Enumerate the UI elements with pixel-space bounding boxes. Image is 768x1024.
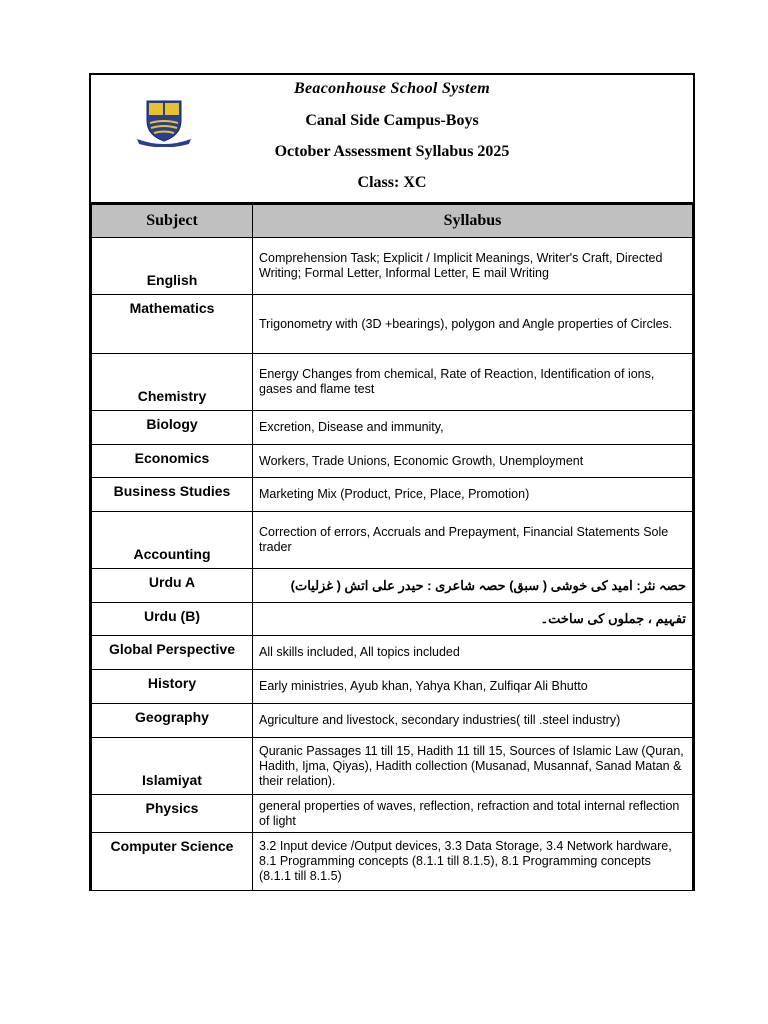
school-name: Beaconhouse School System	[294, 80, 490, 97]
subject-cell: Physics	[92, 795, 253, 833]
syllabus-table	[91, 204, 693, 891]
table-row	[92, 603, 693, 636]
syllabus-cell: general properties of waves, reflection, refraction and total internal reflection of light	[253, 795, 693, 833]
syllabus-cell: 3.2 Input device /Output devices, 3.3 Data Storage, 3.4 Network hardware, 8.1 Programming concepts (8.1.1 till 8.1.5), 8.1 Programming concepts (8.1.1 till 8.1.5)	[253, 833, 693, 891]
syllabus-cell: Correction of errors, Accruals and Prepayment, Financial Statements Sole trader	[253, 512, 693, 569]
subject-cell: History	[92, 670, 253, 704]
subject-cell: Biology	[92, 411, 253, 445]
syllabus-cell: Excretion, Disease and immunity,	[253, 411, 693, 445]
subject-cell: Geography	[92, 704, 253, 738]
column-header-syllabus: Syllabus	[253, 205, 693, 238]
subject-cell: Accounting	[92, 512, 253, 569]
table-row	[92, 636, 693, 670]
subject-cell: Urdu A	[92, 569, 253, 603]
subject-cell: English	[92, 238, 253, 295]
syllabus-sheet	[89, 73, 695, 891]
table-row	[92, 445, 693, 478]
subject-cell: Economics	[92, 445, 253, 478]
syllabus-cell: تفہیم ، جملوں کی ساخت۔	[253, 603, 693, 636]
syllabus-cell: All skills included, All topics included	[253, 636, 693, 670]
table-row	[92, 411, 693, 445]
table-row	[92, 670, 693, 704]
syllabus-cell: Early ministries, Ayub khan, Yahya Khan, Zulfiqar Ali Bhutto	[253, 670, 693, 704]
table-header-row	[92, 205, 693, 238]
table-row	[92, 704, 693, 738]
subject-cell: Urdu (B)	[92, 603, 253, 636]
syllabus-cell: Trigonometry with (3D +bearings), polygon and Angle properties of Circles.	[253, 295, 693, 354]
document-header	[91, 75, 693, 204]
campus-name: Canal Side Campus-Boys	[305, 112, 479, 129]
subject-cell: Computer Science	[92, 833, 253, 891]
subject-cell: Chemistry	[92, 354, 253, 411]
subject-cell: Global Perspective	[92, 636, 253, 670]
table-row	[92, 478, 693, 512]
subject-cell: Business Studies	[92, 478, 253, 512]
table-row	[92, 795, 693, 833]
syllabus-cell: حصہ نثر: امید کی خوشی ( سبق) حصہ شاعری : حیدر علی اتش ( غزلیات)	[253, 569, 693, 603]
syllabus-cell: Marketing Mix (Product, Price, Place, Promotion)	[253, 478, 693, 512]
subject-cell: Mathematics	[92, 295, 253, 354]
table-row	[92, 238, 693, 295]
table-row	[92, 833, 693, 891]
table-row	[92, 295, 693, 354]
table-row	[92, 354, 693, 411]
subject-cell: Islamiyat	[92, 738, 253, 795]
syllabus-cell: Agriculture and livestock, secondary industries( till .steel industry)	[253, 704, 693, 738]
table-row	[92, 738, 693, 795]
table-row	[92, 569, 693, 603]
exam-title: October Assessment Syllabus 2025	[274, 143, 510, 160]
syllabus-cell: Energy Changes from chemical, Rate of Reaction, Identification of ions, gases and flame test	[253, 354, 693, 411]
column-header-subject: Subject	[92, 205, 253, 238]
syllabus-cell: Quranic Passages 11 till 15, Hadith 11 till 15, Sources of Islamic Law (Quran, Hadith, Ijma, Qiyas), Hadith collection (Musanad, Musannaf, Sanad Matan & their relation).	[253, 738, 693, 795]
syllabus-cell: Comprehension Task; Explicit / Implicit Meanings, Writer's Craft, Directed Writing; Formal Letter, Informal Letter, E mail Writing	[253, 238, 693, 295]
table-row	[92, 512, 693, 569]
syllabus-cell: Workers, Trade Unions, Economic Growth, Unemployment	[253, 445, 693, 478]
class-label: Class: XC	[357, 174, 427, 191]
